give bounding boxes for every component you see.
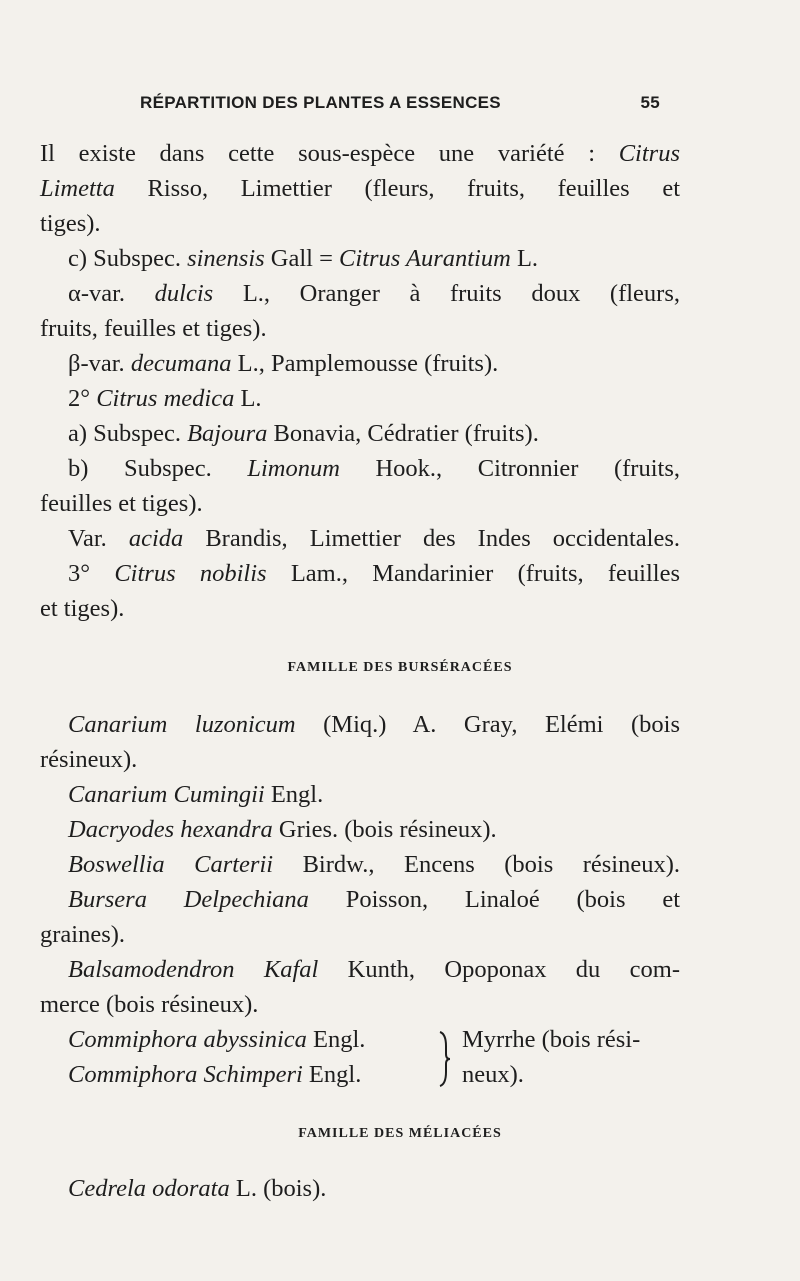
text-line: Canarium luzonicum (Miq.) A. Gray, Elémi (bois [68, 711, 680, 738]
text-line: Canarium Cumingii Engl. [68, 781, 324, 808]
page-number: 55 [640, 93, 660, 112]
text-line: Var. acida Brandis, Limettier des Indes occidentales. [68, 525, 680, 552]
text-line: neux). [462, 1061, 524, 1088]
text-line: Commiphora abyssinica Engl. [68, 1026, 366, 1053]
text-line: graines). [40, 921, 126, 948]
text-line: c) Subspec. sinensis Gall = Citrus Aurantium L. [68, 245, 539, 272]
text-line: feuilles et tiges). [40, 490, 203, 517]
header-title: RÉPARTITION DES PLANTES A ESSENCES [140, 93, 501, 112]
text-line: β-var. decumana L., Pamplemousse (fruits). [68, 350, 499, 377]
text-line: 2° Citrus medica L. [68, 385, 262, 412]
text-line: α-var. dulcis L., Oranger à fruits doux (fleurs, [68, 280, 680, 307]
text-line: Myrrhe (bois rési- [462, 1026, 641, 1053]
text-line: a) Subspec. Bajoura Bonavia, Cédratier (fruits). [68, 420, 539, 447]
text-line: Bursera Delpechiana Poisson, Linaloé (bois et [68, 886, 680, 913]
text-line: b) Subspec. Limonum Hook., Citronnier (fruits, [68, 455, 680, 482]
text-line: Cedrela odorata L. (bois). [68, 1175, 327, 1202]
brace-mark [438, 1030, 452, 1088]
text-line: Balsamodendron Kafal Kunth, Opoponax du com- [68, 956, 680, 983]
text-line: tiges). [40, 210, 101, 237]
section-heading: FAMILLE DES BURSÉRACÉES [287, 660, 513, 675]
text-line: résineux). [40, 746, 138, 773]
text-line: Dacryodes hexandra Gries. (bois résineux). [68, 816, 497, 843]
text-line: Commiphora Schimperi Engl. [68, 1061, 362, 1088]
text-line: Boswellia Carterii Birdw., Encens (bois résineux). [68, 851, 680, 878]
section-heading: FAMILLE DES MÉLIACÉES [298, 1126, 502, 1141]
text-line: Limetta Risso, Limettier (fleurs, fruits, feuilles et [40, 175, 680, 202]
text-line: fruits, feuilles et tiges). [40, 315, 267, 342]
text-line: et tiges). [40, 595, 125, 622]
text-line: merce (bois résineux). [40, 991, 259, 1018]
text-line: Il existe dans cette sous-espèce une variété : Citrus [40, 140, 680, 167]
text-line: 3° Citrus nobilis Lam., Mandarinier (fruits, feuilles [68, 560, 680, 587]
